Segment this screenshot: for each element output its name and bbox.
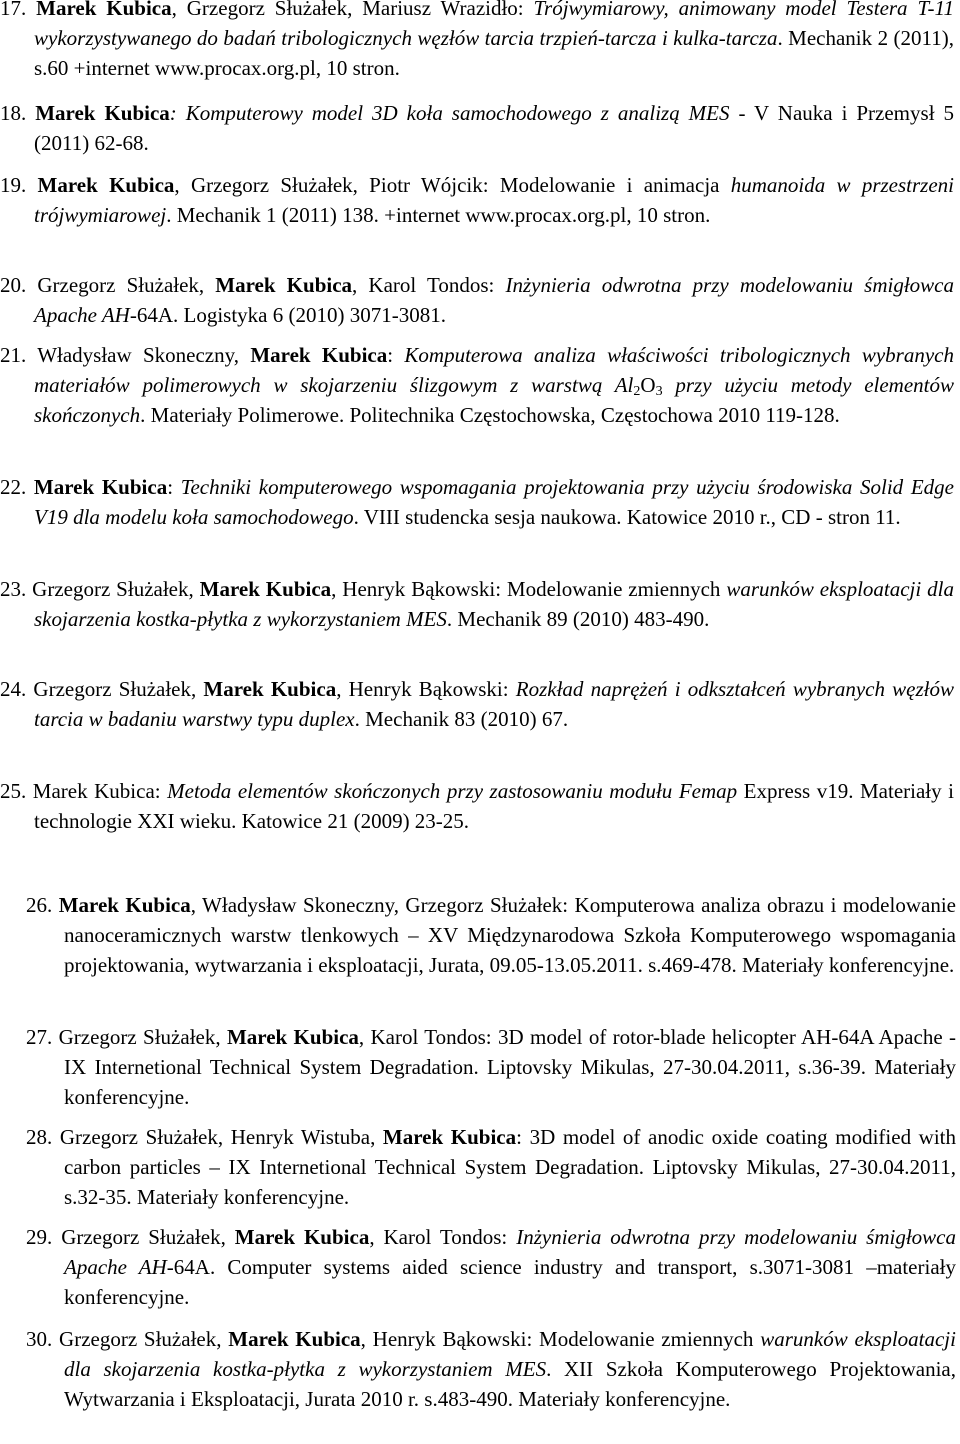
entry-text: Grzegorz Służałek, [61,1225,235,1249]
list-item [26,890,956,980]
author-highlight: Marek Kubica [58,893,191,917]
list-item [0,170,954,230]
list-item [0,98,954,158]
entry-text: , Henryk Bąkowski: Modelowanie zmiennych [331,577,727,601]
entry-text: . Mechanik 83 (2010) 67. [354,707,569,731]
entry-number: 22. [0,475,27,499]
title-text: Komputerowa analiza właściwości tribologicznych wybranych materiałów polimerowych w skojarzeniu ślizgowym z warstwą Al [34,343,954,397]
author-highlight: Marek Kubica [33,475,168,499]
entry-number: 27. [26,1025,53,1049]
entry-text: . Mechanik 2 (2011), s.60 +internet www.procax.org.pl, 10 stron. [34,26,954,80]
entry-number: 17. [0,0,27,20]
entry-number: 18. [0,101,27,125]
entry-text: Grzegorz Służałek, [33,677,204,701]
author-highlight: Marek Kubica [215,273,353,297]
entry-text: -64A. Computer systems aided science industry and transport, s.3071-3081 –materiały konferencyjne. [64,1255,956,1309]
entry-text: Marek Kubica: [32,779,168,803]
list-item [0,574,954,634]
list-item [0,472,954,532]
author-highlight: Marek Kubica [228,1327,361,1351]
entry-number: 21. [0,343,27,367]
title-text: przy użyciu metody elementów skończonych [34,373,955,427]
entry-text: , Henryk Bąkowski: Modelowanie zmiennych [360,1327,761,1351]
title-text: warunków eksploatacji dla skojarzenia kostka-płytka z wykorzystaniem MES [34,577,954,631]
entry-text: : [167,475,181,499]
author-highlight: Marek Kubica [250,343,388,367]
title-text: Metoda elementów skończonych przy zastosowaniu modułu Femap [167,779,738,803]
author-highlight: Marek Kubica [36,0,172,20]
entry-number: 23. [0,577,27,601]
author-highlight: Marek Kubica [226,1025,359,1049]
entry-number: 26. [26,893,53,917]
entry-number: 20. [0,273,27,297]
title-text: warunków eksploatacji dla skojarzenia kostka-płytka z wykorzystaniem MES [64,1327,956,1381]
author-highlight: Marek Kubica [199,577,332,601]
entry-text: . Mechanik 1 (2011) 138. +internet www.procax.org.pl, 10 stron. [166,203,711,227]
list-item [0,0,954,83]
entry-text: - V Nauka i Przemysł 5 (2011) 62-68. [34,101,954,155]
entry-text: 2 [633,384,641,399]
author-highlight: Marek Kubica [203,677,337,701]
entry-number: 25. [0,779,27,803]
list-item [26,1222,957,1312]
entry-text: Grzegorz Służałek, [59,1327,229,1351]
title-text: Inżynieria odwrotna przy modelowaniu śmigłowca Apache AH [34,273,954,327]
entry-number: 19. [0,173,27,197]
entry-text: . VIII studencka sesja naukowa. Katowice 2010 r., CD - stron 11. [353,505,901,529]
entry-text: . Mechanik 89 (2010) 483-490. [446,607,710,631]
title-text: Rozkład naprężeń i odkształceń wybranych węzłów tarcia w badaniu warstwy typu duplex [34,677,954,731]
author-highlight: Marek Kubica [35,101,170,125]
list-item [0,340,955,430]
entry-text: O [640,373,656,397]
entry-number: 24. [0,677,27,701]
entry-text: 3 [655,384,663,399]
entry-number: 29. [26,1225,53,1249]
entry-text: , Władysław Skoneczny, Grzegorz Służałek: Komputerowa analiza obrazu i modelowanie nanoceramicznych warstw tlenkowych – XV Międzynarodowa Szkoła Komputerowego wspomagania projektowania, wytwarzania i eksploatacji, Jurata, 09.05-13.05.2011. s.469-478. Materiały konferencyjne. [64,893,956,977]
entry-text: , Grzegorz Służałek, Mariusz Wrazidło: [171,0,534,20]
entry-text: Express v19. Materiały i technologie XXI wieku. Katowice 21 (2009) 23-25. [34,779,954,833]
entry-text: Grzegorz Służałek, [58,1025,227,1049]
list-item [0,674,954,734]
entry-text: , Karol Tondos: [352,273,506,297]
entry-text: -64A. Logistyka 6 (2010) 3071-3081. [129,303,446,327]
author-highlight: Marek Kubica [382,1125,517,1149]
list-item [0,270,954,330]
title-text: Trójwymiarowy, animowany model Testera T-11 wykorzystywanego do badań tribologicznych węzłów tarcia trzpień-tarcza i kulka-tarcza [34,0,954,50]
entry-text: , Karol Tondos: 3D model of rotor-blade helicopter AH-64A Apache - IX Internetional Technical System Degradation. Liptovsky Mikulas, 27-30.04.2011, s.36-39. Materiały konferencyjne. [64,1025,956,1109]
title-text: Techniki komputerowego wspomagania projektowania przy użyciu środowiska Solid Edge V19 dla modelu koła samochodowego [34,475,954,529]
list-item [26,1122,957,1212]
entry-number: 28. [26,1125,53,1149]
entry-text: Grzegorz Służałek, [32,577,200,601]
list-item [26,1324,957,1414]
list-item [26,1022,956,1112]
title-text: : Komputerowy model 3D koła samochodowego z analizą MES [169,101,730,125]
list-item [0,776,954,836]
entry-text: : 3D model of anodic oxide coating modified with carbon particles – IX Internetional Technical System Degradation. Liptovsky Mikulas, 27-30.04.2011, s.32-35. Materiały konferencyjne. [64,1125,957,1209]
entry-text: Grzegorz Służałek, Henryk Wistuba, [59,1125,383,1149]
entry-number: 30. [26,1327,53,1351]
entry-text: . Materiały Polimerowe. Politechnika Częstochowska, Częstochowa 2010 119-128. [140,403,840,427]
entry-text: , Henryk Bąkowski: [336,677,516,701]
entry-text: Władysław Skoneczny, [37,343,251,367]
entry-text: , Grzegorz Służałek, Piotr Wójcik: Modelowanie i animacja [174,173,731,197]
entry-text: , Karol Tondos: [369,1225,517,1249]
entry-text: . XII Szkoła Komputerowego Projektowania, Wytwarzania i Eksploatacji, Jurata 2010 r. s.483-490. Materiały konferencyjne. [64,1357,957,1411]
title-text: Inżynieria odwrotna przy modelowaniu śmigłowca Apache AH [64,1225,957,1279]
entry-text: Grzegorz Służałek, [37,273,216,297]
author-highlight: Marek Kubica [37,173,175,197]
author-highlight: Marek Kubica [234,1225,370,1249]
title-text: humanoida w przestrzeni trójwymiarowej [34,173,954,227]
entry-text: : [387,343,405,367]
